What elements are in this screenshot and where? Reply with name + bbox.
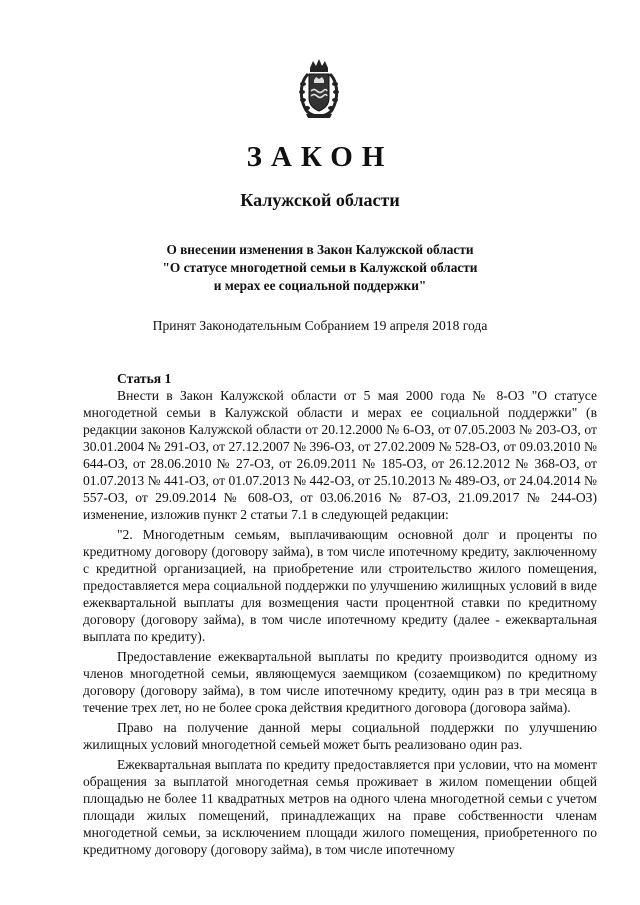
subject-line: "О статусе многодетной семьи в Калужской области (162, 260, 478, 275)
document-region: Калужской области (240, 190, 400, 210)
subject-line: О внесении изменения в Закон Калужской области (166, 242, 474, 257)
article-heading: Статья 1 (117, 371, 172, 386)
document-body (83, 370, 597, 858)
paragraph: Предоставление ежеквартальной выплаты по кредиту производится одному из членов многодетной семьи, являющемуся заемщиком (созаемщиком) по кредитному договору (договору займа), в том числе ипотечному кредиту, один раз в три месяца в течение трех лет, но не более срока действия кредитного договора (договора займа). (83, 649, 597, 715)
adoption-date: Принят Законодательным Собранием 19 апреля 2018 года (152, 318, 488, 333)
subject-line: и мерах ее социальной поддержки" (213, 278, 427, 293)
kaluga-oblast-coat-of-arms-icon (296, 58, 342, 120)
paragraph: Ежеквартальная выплата по кредиту предоставляется при условии, что на момент обращения за выплатой многодетная семья проживает в жилом помещении общей площадью не более 11 квадратных метров на одного члена многодетной семьи с учетом площади жилых помещений, принадлежащих на праве собственности членам многодетной семьи, за исключением площади жилого помещения, приобретенного по кредитному договору (договору займа), в том числе ипотечному (83, 757, 597, 857)
paragraph: "2. Многодетным семьям, выплачивающим основной долг и проценты по кредитному договору (договору займа), в том числе ипотечному кредиту, заключенному с кредитной организацией, на приобретение или строительство жилого помещения, предоставляется мера социальной поддержки по улучшению жилищных условий в виде ежеквартальной выплаты для возмещения части процентной ставки по кредитному договору (договору займа), в том числе ипотечному кредиту (далее - ежеквартальная выплата по кредиту). (83, 527, 597, 644)
document-title: ЗАКОН (246, 141, 394, 173)
paragraph: Право на получение данной меры социальной поддержки по улучшению жилищных условий многодетной семьей может быть реализовано один раз. (83, 720, 597, 752)
paragraph: Внести в Закон Калужской области от 5 мая 2000 года № 8-ОЗ "О статусе многодетной семьи в Калужской области и мерах ее социальной поддержки" (в редакции законов Калужской области от 20.12.2000 № 6-ОЗ, от 07.05.2003 № 203-ОЗ, от 30.01.2004 № 291-ОЗ, от 27.12.2007 № 396-ОЗ, от 27.02.2009 № 528-ОЗ, от 09.03.2010 № 644-ОЗ, от 28.06.2010 № 27-ОЗ, от 26.09.2011 № 185-ОЗ, от 26.12.2012 № 368-ОЗ, от 01.07.2013 № 441-ОЗ, от 01.07.2013 № 442-ОЗ, от 25.10.2013 № 489-ОЗ, от 24.04.2014 № 557-ОЗ, от 29.09.2014 № 608-ОЗ, от 03.06.2016 № 87-ОЗ, 21.09.2017 № 244-ОЗ) изменение, изложив пункт 2 статьи 7.1 в следующей редакции: (83, 388, 597, 522)
document-subject (0, 241, 640, 295)
